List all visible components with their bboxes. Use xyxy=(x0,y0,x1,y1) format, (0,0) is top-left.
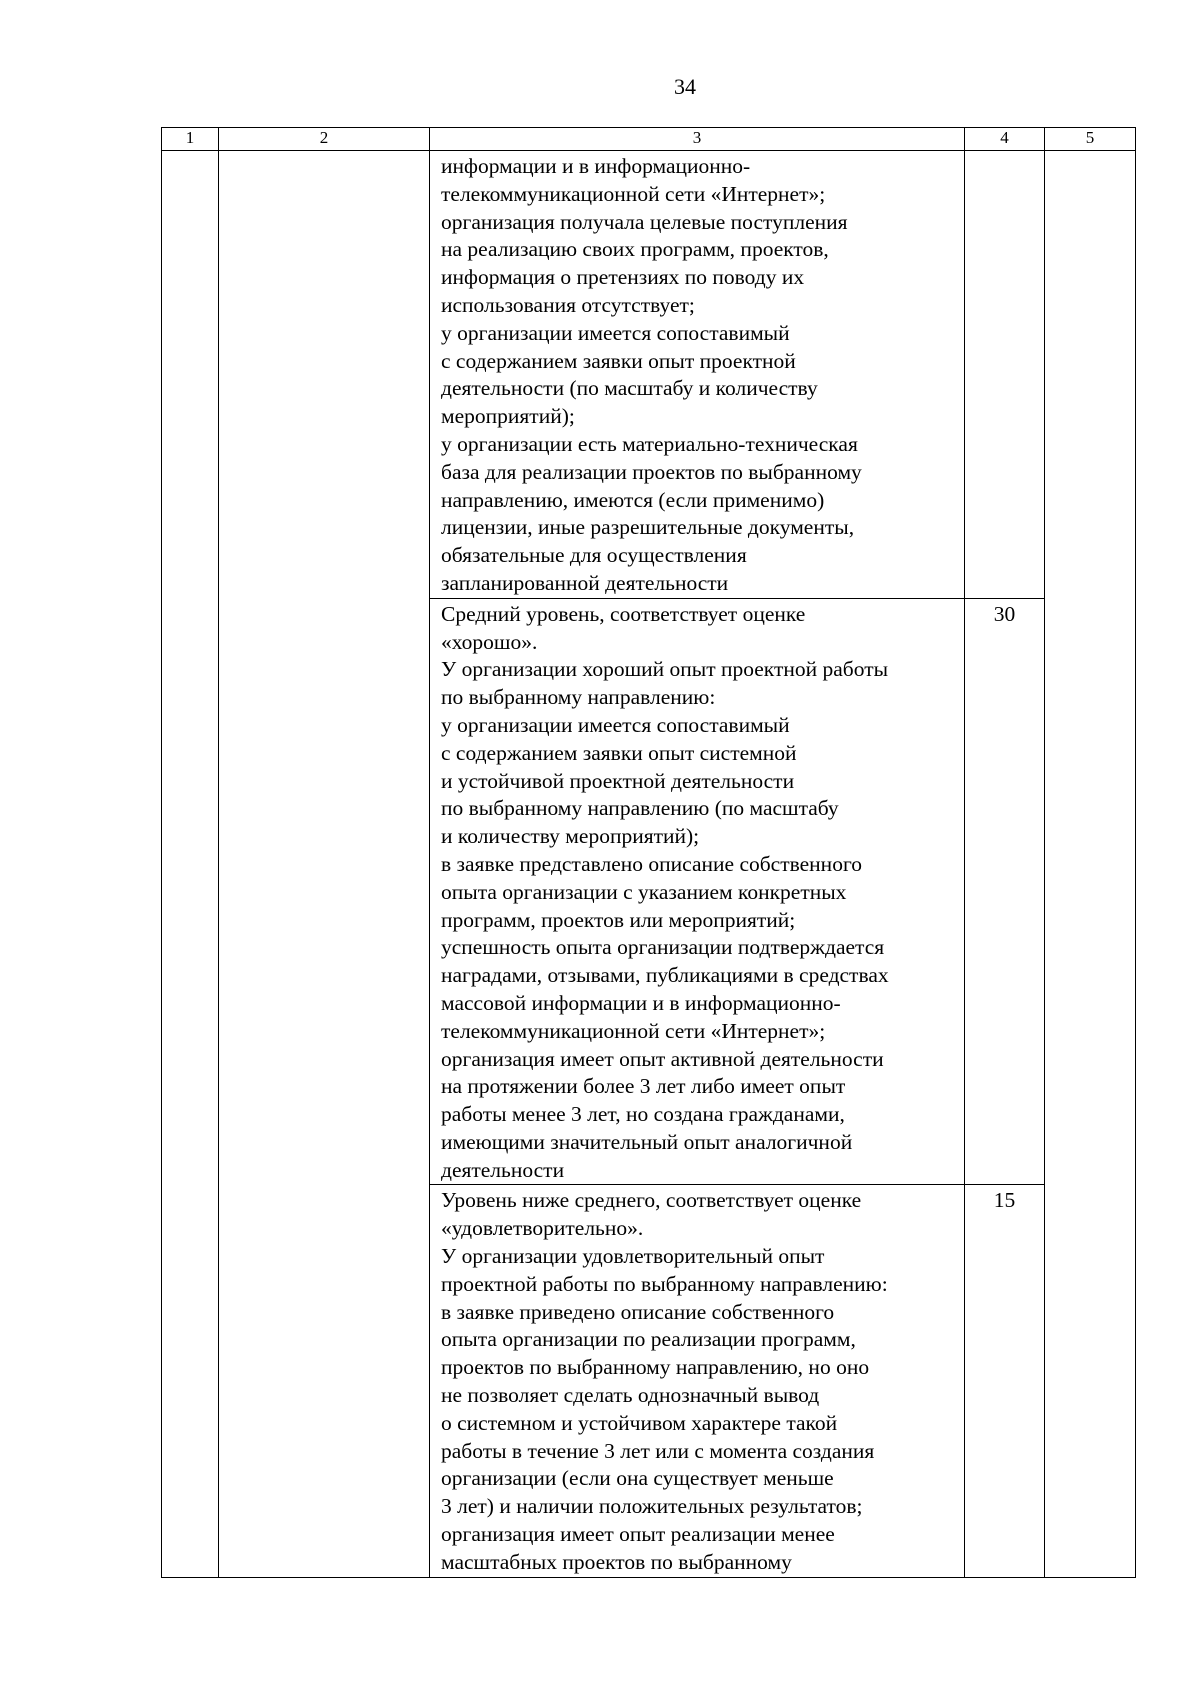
column-header: 4 xyxy=(965,128,1045,151)
column-1-cell xyxy=(162,151,219,1578)
score-value xyxy=(965,151,1044,153)
column-5-cell xyxy=(1045,151,1136,1578)
criterion-description-cell xyxy=(430,151,965,599)
score-value: 15 xyxy=(993,1188,1016,1213)
criterion-description-cell xyxy=(430,1185,965,1577)
score-cell xyxy=(965,1185,1045,1577)
column-2-cell xyxy=(219,151,430,1578)
score-value: 30 xyxy=(993,601,1016,626)
column-header: 1 xyxy=(162,128,219,151)
criterion-description: Средний уровень, соответствует оценке «хорошо». У организации хороший опыт проектной работы по выбранному направлению: у организации имеется сопоставимый с содержанием заявки опыт системной и устойчивой проектной деятельности по выбранному направлению (по масштабу и количеству мероприятий); в заявке представлено описание собственного опыта организации с указанием конкретных программ, проектов или мероприятий; успешность опыта организации подтверждается наградами, отзывами, публикациями в средствах массовой информации и в информационно- телекоммуникационной сети «Интернет»; организация имеет опыт активной деятельности на протяжении более 3 лет либо имеет опыт работы менее 3 лет, но создана гражданами, имеющими значительный опыт аналогичной деятельности xyxy=(441,601,889,1182)
table-row xyxy=(162,151,1136,599)
criterion-description: информации и в информационно- телекоммуникационной сети «Интернет»; организация получала целевые поступления на реализацию своих программ, проектов, информация о претензиях по поводу их использования отсутствует; у организации имеется сопоставимый с содержанием заявки опыт проектной деятельности (по масштабу и количеству мероприятий); у организации есть материально-техническая база для реализации проектов по выбранному направлению, имеются (если применимо) лицензии, иные разрешительные документы, обязательные для осуществления запланированной деятельности xyxy=(441,154,862,595)
table-header-row xyxy=(162,128,1136,151)
column-header: 2 xyxy=(219,128,430,151)
criteria-table xyxy=(161,127,1136,1578)
column-header: 5 xyxy=(1045,128,1136,151)
criterion-description: Уровень ниже среднего, соответствует оценке «удовлетворительно». У организации удовлетворительный опыт проектной работы по выбранному направлению: в заявке приведено описание собственного опыта организации по реализации программ, проектов по выбранному направлению, но оно не позволяет сделать однозначный вывод о системном и устойчивом характере такой работы в течение 3 лет или с момента создания организации (если она существует меньше 3 лет) и наличии положительных результатов; организация имеет опыт реализации менее масштабных проектов по выбранному xyxy=(441,1188,888,1574)
score-cell xyxy=(965,151,1045,599)
score-cell xyxy=(965,598,1045,1185)
column-header: 3 xyxy=(430,128,965,151)
criterion-description-cell xyxy=(430,598,965,1185)
page-number: 34 xyxy=(674,74,696,99)
